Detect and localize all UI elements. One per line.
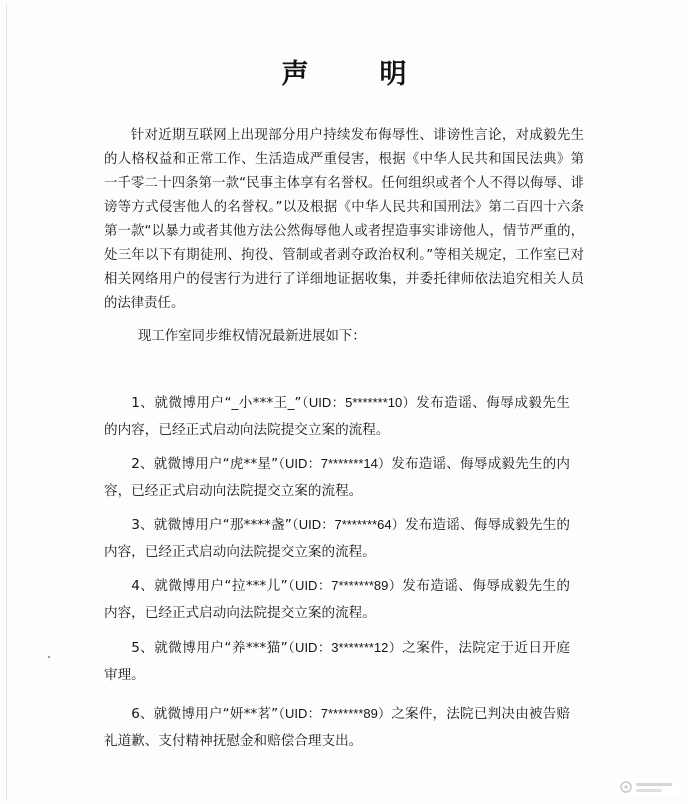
item-number: 5、 [131, 640, 155, 656]
item-text: 发布造谣、侮辱成毅先生的内容，已经正式启动向法院提交立案的流程。 [104, 517, 571, 560]
item-number: 3、 [131, 517, 154, 533]
item-username: “虎**星” [222, 456, 279, 472]
item-username: “妍**茗” [222, 706, 279, 722]
progress-item-5 [104, 634, 570, 689]
item-text: 之案件，法院定于近日开庭审理。 [104, 640, 571, 683]
item-number: 4、 [131, 578, 155, 594]
intro-paragraph: 针对近期互联网上出现部分用户持续发布侮辱性、诽谤性言论，对成毅先生的人格权益和正常工作、生活造成严重侵害，根据《中华人民共和国民法典》第一千零二十四条第一款“民事主体享有名誉权。任何组织或者个人不得以侮辱、诽谤等方式侵害他人的名誉权。”以及根据《中华人民共和国刑法》第二百四十六条第一款“以暴力或者其他方法公然侮辱他人或者捏造事实诽谤他人，情节严重的，处三年以下有期徒刑、拘役、管制或者剥夺政治权利。”等相关规定，工作室已对相关网络用户的侵害行为进行了详细地证据收集，并委托律师依法追究相关人员的法律责任。 [104, 128, 584, 311]
item-uid: （UID：7*******64） [291, 517, 405, 532]
item-uid: （UID：7*******14） [278, 456, 392, 471]
scan-speck [48, 656, 50, 658]
item-prefix: 就微博用户 [153, 706, 223, 722]
document-title: 声 明 [281, 59, 429, 90]
item-number: 2、 [131, 456, 154, 472]
progress-item-3 [104, 511, 570, 566]
item-username: “拉***儿” [224, 578, 288, 594]
item-username: “_小***王_” [224, 395, 302, 411]
progress-heading: 现工作室同步维权情况最新进展如下： [138, 329, 366, 344]
item-username: “那****盏” [222, 517, 292, 533]
item-text: 发布造谣、侮辱成毅先生的内容，已经正式启动向法院提交立案的流程。 [104, 395, 571, 438]
item-uid: （UID：7*******89） [287, 578, 403, 593]
progress-item-1 [104, 389, 570, 444]
item-prefix: 就微博用户 [154, 640, 225, 656]
item-text: 发布造谣、侮辱成毅先生的内容，已经正式启动向法院提交立案的流程。 [104, 456, 571, 499]
item-prefix: 就微博用户 [154, 578, 225, 594]
item-number: 1、 [131, 395, 155, 411]
progress-item-6 [104, 700, 570, 755]
item-number: 6、 [131, 706, 154, 722]
item-prefix: 就微博用户 [153, 517, 223, 533]
item-uid: （UID：5*******10） [301, 395, 417, 410]
page-edge-line [6, 4, 7, 800]
progress-item-4 [104, 572, 570, 627]
watermark-logo-icon [614, 774, 680, 800]
item-uid: （UID：3*******12） [287, 640, 403, 655]
item-username: “养***猫” [224, 640, 288, 656]
item-uid: （UID：7*******89） [278, 706, 392, 721]
item-text: 之案件，法院已判决由被告赔礼道歉、支付精神抚慰金和赔偿合理支出。 [104, 706, 571, 749]
item-text: 发布造谣、侮辱成毅先生的内容，已经正式启动向法院提交立案的流程。 [104, 578, 571, 621]
item-prefix: 就微博用户 [153, 456, 223, 472]
item-prefix: 就微博用户 [154, 395, 225, 411]
progress-item-2 [104, 450, 570, 505]
